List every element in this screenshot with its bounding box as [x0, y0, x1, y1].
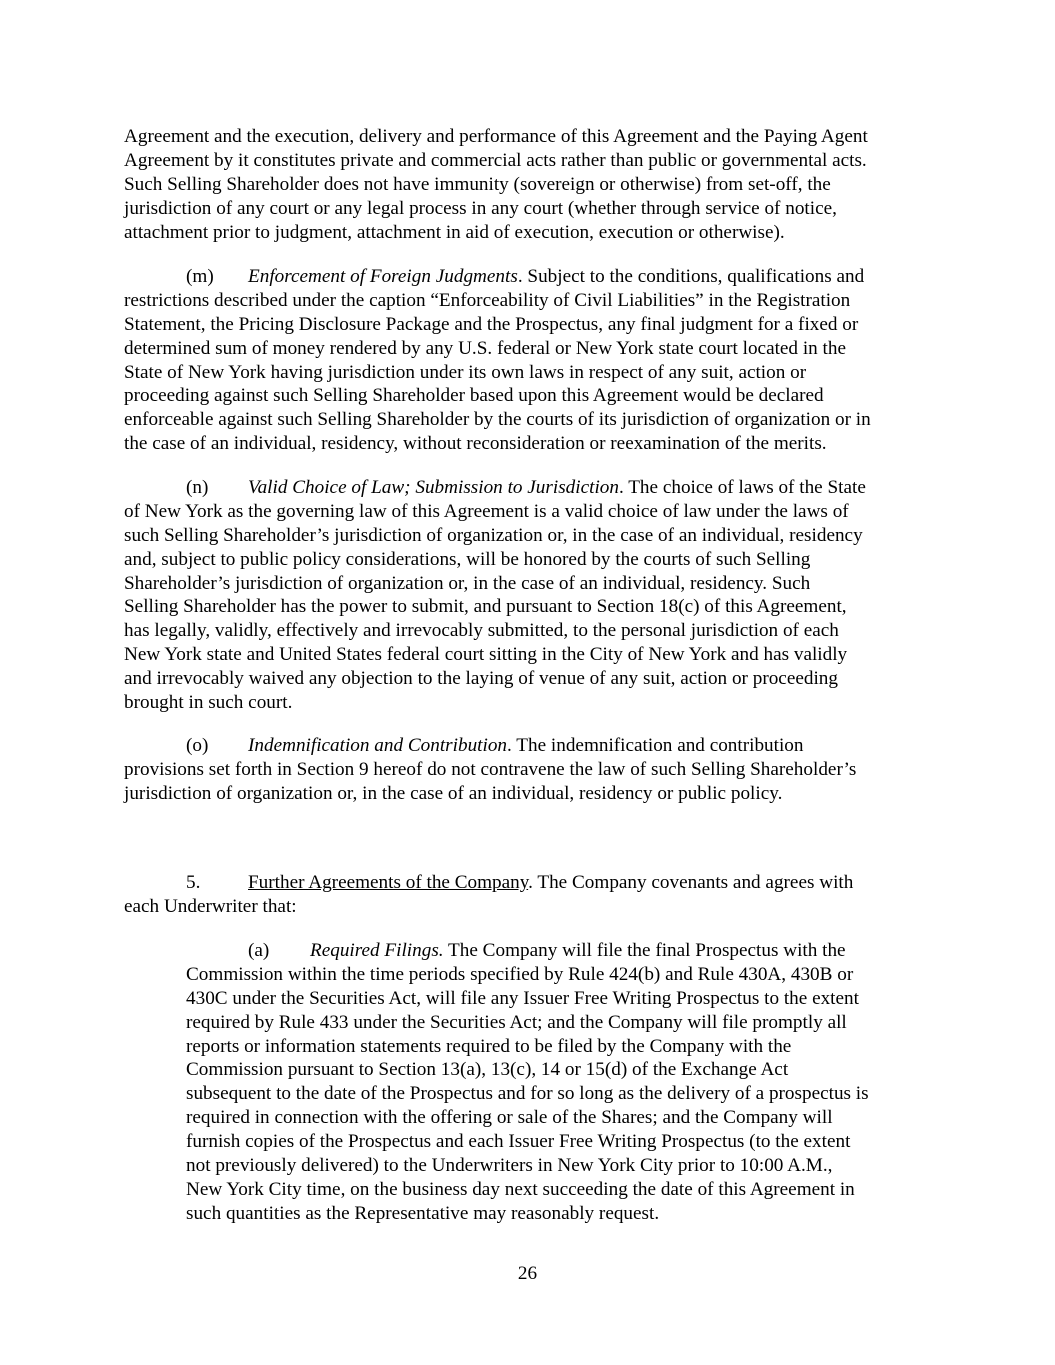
paragraph-line: New York state and United States federal court sitting in the City of New York and has validly [124, 644, 848, 666]
section-n-first-line [124, 476, 944, 500]
paragraph-line: reports or information statements required to be filed by the Company with the [186, 1035, 792, 1057]
section-5a-first-line [186, 939, 946, 963]
paragraph-line: State of New York having jurisdiction under its own laws in respect of any suit, action or [124, 361, 807, 383]
paragraph-line: Shareholder’s jurisdiction of organization or, in the case of an individual, residency. Such [124, 572, 811, 594]
paragraph-line: restrictions described under the caption “Enforceability of Civil Liabilities” in the Registration [124, 289, 851, 311]
section-5a-first-line-text: The Company will file the final Prospectus with the [443, 940, 846, 961]
paragraph-line: jurisdiction of any court or any legal process in any court (whether through service of notice, [124, 197, 837, 219]
paragraph-line: Commission within the time periods specified by Rule 424(b) and Rule 430A, 430B or [186, 963, 854, 985]
page-number: 26 [517, 1263, 538, 1284]
paragraph-line: determined sum of money rendered by any U.S. federal or New York state court located in the [124, 337, 846, 359]
section-5-first-line [124, 871, 944, 895]
section-m-marker: (m) [186, 266, 214, 287]
section-m-first-line [124, 265, 944, 289]
paragraph-line: such quantities as the Representative may reasonably request. [186, 1202, 660, 1224]
section-5-marker: 5. [186, 872, 201, 893]
paragraph-line: Commission pursuant to Section 13(a), 13(c), 14 or 15(d) of the Exchange Act [186, 1059, 789, 1081]
paragraph-line: brought in such court. [124, 692, 293, 714]
section-5-first-line-text: . The Company covenants and agrees with [528, 872, 854, 893]
paragraph-line: subsequent to the date of the Prospectus and for so long as the delivery of a prospectus is [186, 1083, 869, 1105]
section-o-first-line [124, 734, 944, 758]
paragraph-line: of New York as the governing law of this Agreement is a valid choice of law under the laws of [124, 500, 849, 522]
paragraph-line: Agreement by it constitutes private and commercial acts rather than public or governmental acts. [124, 149, 867, 171]
section-m-paragraph [124, 265, 944, 456]
section-5a-marker: (a) [248, 940, 270, 961]
continuation-paragraph [124, 125, 944, 244]
section-5-paragraph [124, 871, 944, 919]
section-5-heading: Further Agreements of the Company [248, 872, 529, 893]
paragraph-line: enforceable against such Selling Shareholder by the courts of its jurisdiction of organization or in [124, 409, 871, 431]
paragraph-line: Such Selling Shareholder does not have immunity (sovereign or otherwise) from set-off, the [124, 173, 831, 195]
paragraph-line: required in connection with the offering or sale of the Shares; and the Company will [186, 1107, 833, 1129]
paragraph-line: Selling Shareholder has the power to submit, and pursuant to Section 18(c) of this Agreement, [124, 596, 847, 618]
section-n-marker: (n) [186, 477, 209, 498]
paragraph-line: not previously delivered) to the Underwriters in New York City prior to 10:00 A.M., [186, 1155, 833, 1177]
paragraph-line: Agreement and the execution, delivery and performance of this Agreement and the Paying Agent [124, 126, 868, 147]
paragraph-line: provisions set forth in Section 9 hereof do not contravene the law of such Selling Shareholder’s [124, 758, 857, 780]
section-o-first-line-text: . The indemnification and contribution [507, 735, 804, 756]
section-m-first-line-text: . Subject to the conditions, qualifications and [517, 266, 865, 287]
paragraph-line: such Selling Shareholder’s jurisdiction of organization or, in the case of an individual, residency [124, 524, 863, 546]
paragraph-line: furnish copies of the Prospectus and each Issuer Free Writing Prospectus (to the extent [186, 1131, 851, 1153]
paragraph-line: and, subject to public policy considerations, will be honored by the courts of such Selling [124, 548, 811, 570]
paragraph-line: jurisdiction of organization or, in the case of an individual, residency or public policy. [124, 782, 783, 804]
paragraph-line: 430C under the Securities Act, will file any Issuer Free Writing Prospectus to the extent [186, 987, 859, 1009]
paragraph-line: required by Rule 433 under the Securities Act; and the Company will file promptly all [186, 1011, 847, 1033]
section-o-paragraph [124, 734, 944, 806]
section-o-heading: Indemnification and Contribution [248, 735, 508, 756]
paragraph-line: attachment prior to judgment, attachment in aid of execution, execution or otherwise). [124, 221, 785, 243]
paragraph-line: and irrevocably waived any objection to the laying of venue of any suit, action or proceeding [124, 668, 838, 690]
paragraph-line: has legally, validly, effectively and irrevocably submitted, to the personal jurisdiction of each [124, 620, 839, 642]
paragraph-line: New York City time, on the business day next succeeding the date of this Agreement in [186, 1178, 855, 1200]
section-n-first-line-text: . The choice of laws of the State [618, 477, 866, 498]
section-n-heading: Valid Choice of Law; Submission to Jurisdiction [248, 477, 619, 498]
section-o-marker: (o) [186, 735, 209, 756]
paragraph-line: proceeding against such Selling Shareholder based upon this Agreement would be declared [124, 385, 824, 407]
paragraph-line: each Underwriter that: [124, 895, 297, 917]
section-m-heading: Enforcement of Foreign Judgments [248, 266, 518, 287]
paragraph-line: Statement, the Pricing Disclosure Package and the Prospectus, any final judgment for a fixed or [124, 313, 859, 335]
section-n-paragraph [124, 476, 944, 715]
section-5a-paragraph [186, 939, 946, 1226]
section-5a-heading: Required Filings. [310, 940, 444, 961]
paragraph-line: the case of an individual, residency, without reconsideration or reexamination of the merits. [124, 433, 827, 455]
